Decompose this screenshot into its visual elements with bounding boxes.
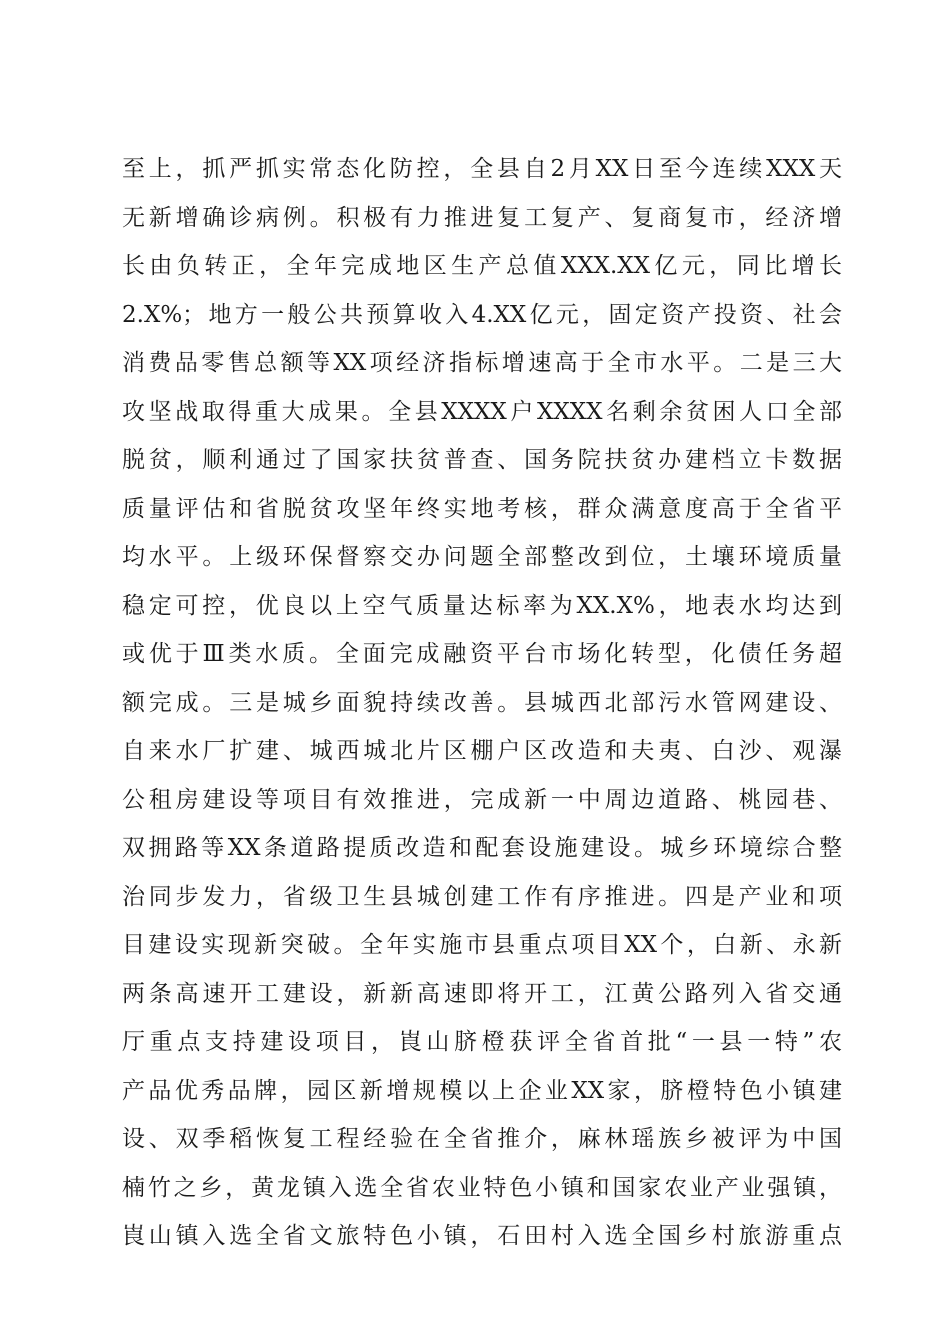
text-line: 稳定可控，优良以上空气质量达标率为XX.X%，地表水均达到 [122, 592, 842, 619]
text-line: 攻坚战取得重大成果。全县XXXX户XXXX名剩余贫困人口全部 [122, 398, 842, 425]
text-line: 治同步发力，省级卫生县城创建工作有序推进。四是产业和项 [122, 883, 842, 910]
text-line: 额完成。三是城乡面貌持续改善。县城西北部污水管网建设、 [122, 689, 842, 716]
text-line: 产品优秀品牌，园区新增规模以上企业XX家，脐橙特色小镇建 [122, 1077, 842, 1104]
text-line: 目建设实现新突破。全年实施市县重点项目XX个，白新、永新 [122, 932, 842, 958]
text-line: 崀山镇入选全省文旅特色小镇，石田村入选全国乡村旅游重点 [122, 1223, 842, 1249]
text-line: 设、双季稻恢复工程经验在全省推介，麻林瑶族乡被评为中国 [122, 1126, 842, 1152]
text-line: 至上，抓严抓实常态化防控，全县自2月XX日至今连续XXX天 [122, 156, 842, 182]
text-line: 楠竹之乡，黄龙镇入选全省农业特色小镇和国家农业产业强镇， [122, 1174, 842, 1201]
text-line: 厅重点支持建设项目，崀山脐橙获评全省首批“一县一特”农 [122, 1029, 842, 1055]
text-line: 消费品零售总额等XX项经济指标增速高于全市水平。二是三大 [122, 350, 842, 376]
text-line: 质量评估和省脱贫攻坚年终实地考核，群众满意度高于全省平 [122, 495, 842, 522]
text-line: 脱贫，顺利通过了国家扶贫普查、国务院扶贫办建档立卡数据 [122, 447, 842, 473]
body-text [122, 145, 842, 1261]
text-line: 均水平。上级环保督察交办问题全部整改到位，土壤环境质量 [122, 544, 842, 570]
text-line: 无新增确诊病例。积极有力推进复工复产、复商复市，经济增 [122, 204, 842, 231]
text-line: 或优于Ⅲ类水质。全面完成融资平台市场化转型，化债任务超 [122, 641, 842, 667]
text-line: 自来水厂扩建、城西城北片区棚户区改造和夫夷、白沙、观瀑 [122, 738, 842, 764]
text-line: 长由负转正，全年完成地区生产总值XXX.XX亿元，同比增长 [122, 253, 842, 279]
text-line: 两条高速开工建设，新新高速即将开工，江黄公路列入省交通 [122, 980, 842, 1007]
text-line: 公租房建设等项目有效推进，完成新一中周边道路、桃园巷、 [122, 786, 842, 813]
text-line: 双拥路等XX条道路提质改造和配套设施建设。城乡环境综合整 [122, 835, 842, 861]
text-line: 2.X%；地方一般公共预算收入4.XX亿元，固定资产投资、社会 [122, 301, 842, 328]
